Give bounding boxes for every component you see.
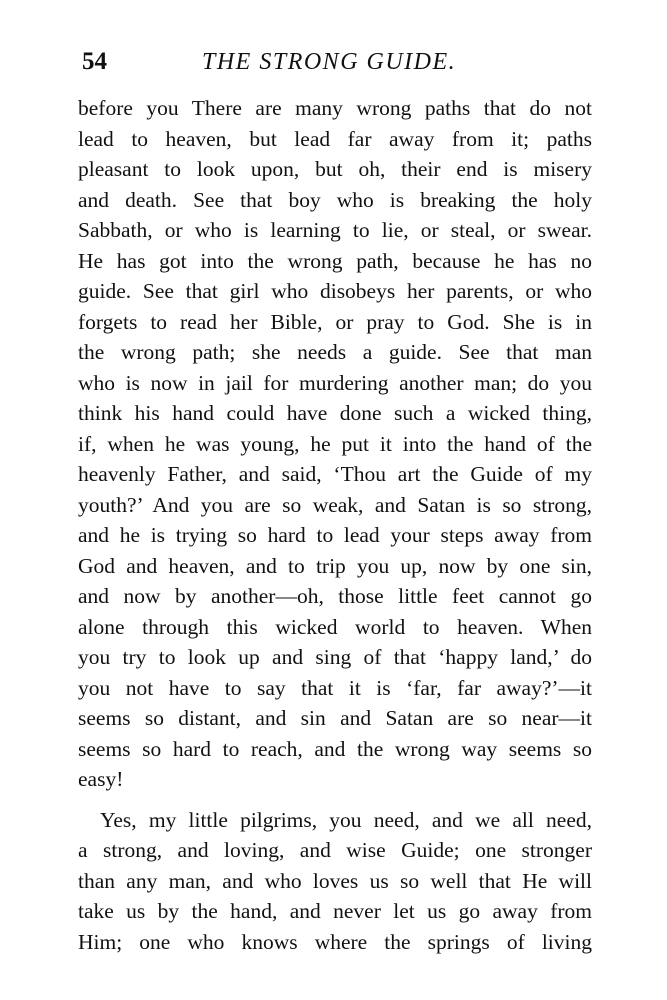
text-line: and he is trying so hard to lead your steps away from — [78, 523, 592, 547]
text-line: if, when he was young, he put it into the hand of the — [78, 431, 592, 456]
page-number: 54 — [82, 48, 107, 75]
text-line: God and heaven, and to trip you up, now by one sin, — [78, 553, 592, 578]
text-line: Him; one who knows where the springs of living — [78, 929, 592, 954]
text-line: heavenly Father, and said, ‘Thou art the Guide of my — [78, 462, 592, 486]
text-line: lead to heaven, but lead far away from it; paths — [78, 126, 592, 151]
text-line: easy! — [78, 767, 124, 791]
paragraph-gap — [78, 795, 592, 805]
page-header — [82, 46, 592, 78]
text-line: seems so hard to reach, and the wrong way seems so — [78, 736, 592, 761]
text-line: He has got into the wrong path, because he has no — [78, 248, 592, 273]
text-line: Sabbath, or who is learning to lie, or steal, or swear. — [78, 218, 592, 242]
text-line: pleasant to look upon, but oh, their end is misery — [78, 157, 592, 181]
text-line: and now by another—oh, those little feet cannot go — [78, 584, 592, 608]
text-line: before you There are many wrong paths that do not — [78, 96, 592, 120]
text-line: and death. See that boy who is breaking the holy — [78, 187, 592, 212]
text-line: guide. See that girl who disobeys her parents, or who — [78, 279, 592, 303]
text-line: than any man, and who loves us so well that He will — [78, 868, 592, 893]
text-line: forgets to read her Bible, or pray to God. She is in — [78, 309, 592, 334]
text-line: you try to look up and sing of that ‘happy land,’ do — [78, 645, 592, 669]
text-line: youth?’ And you are so weak, and Satan is so strong, — [78, 492, 592, 517]
running-title: THE STRONG GUIDE. — [202, 49, 457, 75]
text-line: Yes, my little pilgrims, you need, and we all need, — [100, 807, 592, 832]
text-line: alone through this wicked world to heaven. When — [78, 614, 592, 639]
text-line: take us by the hand, and never let us go away from — [78, 899, 592, 923]
text-line: who is now in jail for murdering another man; do you — [78, 370, 592, 395]
body-text — [78, 93, 592, 957]
text-line: seems so distant, and sin and Satan are so near—it — [78, 706, 592, 730]
text-line: the wrong path; she needs a guide. See that man — [78, 340, 592, 364]
text-line: think his hand could have done such a wicked thing, — [78, 401, 592, 425]
text-line: a strong, and loving, and wise Guide; one stronger — [78, 838, 592, 862]
text-line: you not have to say that it is ‘far, far away?’—it — [78, 675, 592, 700]
